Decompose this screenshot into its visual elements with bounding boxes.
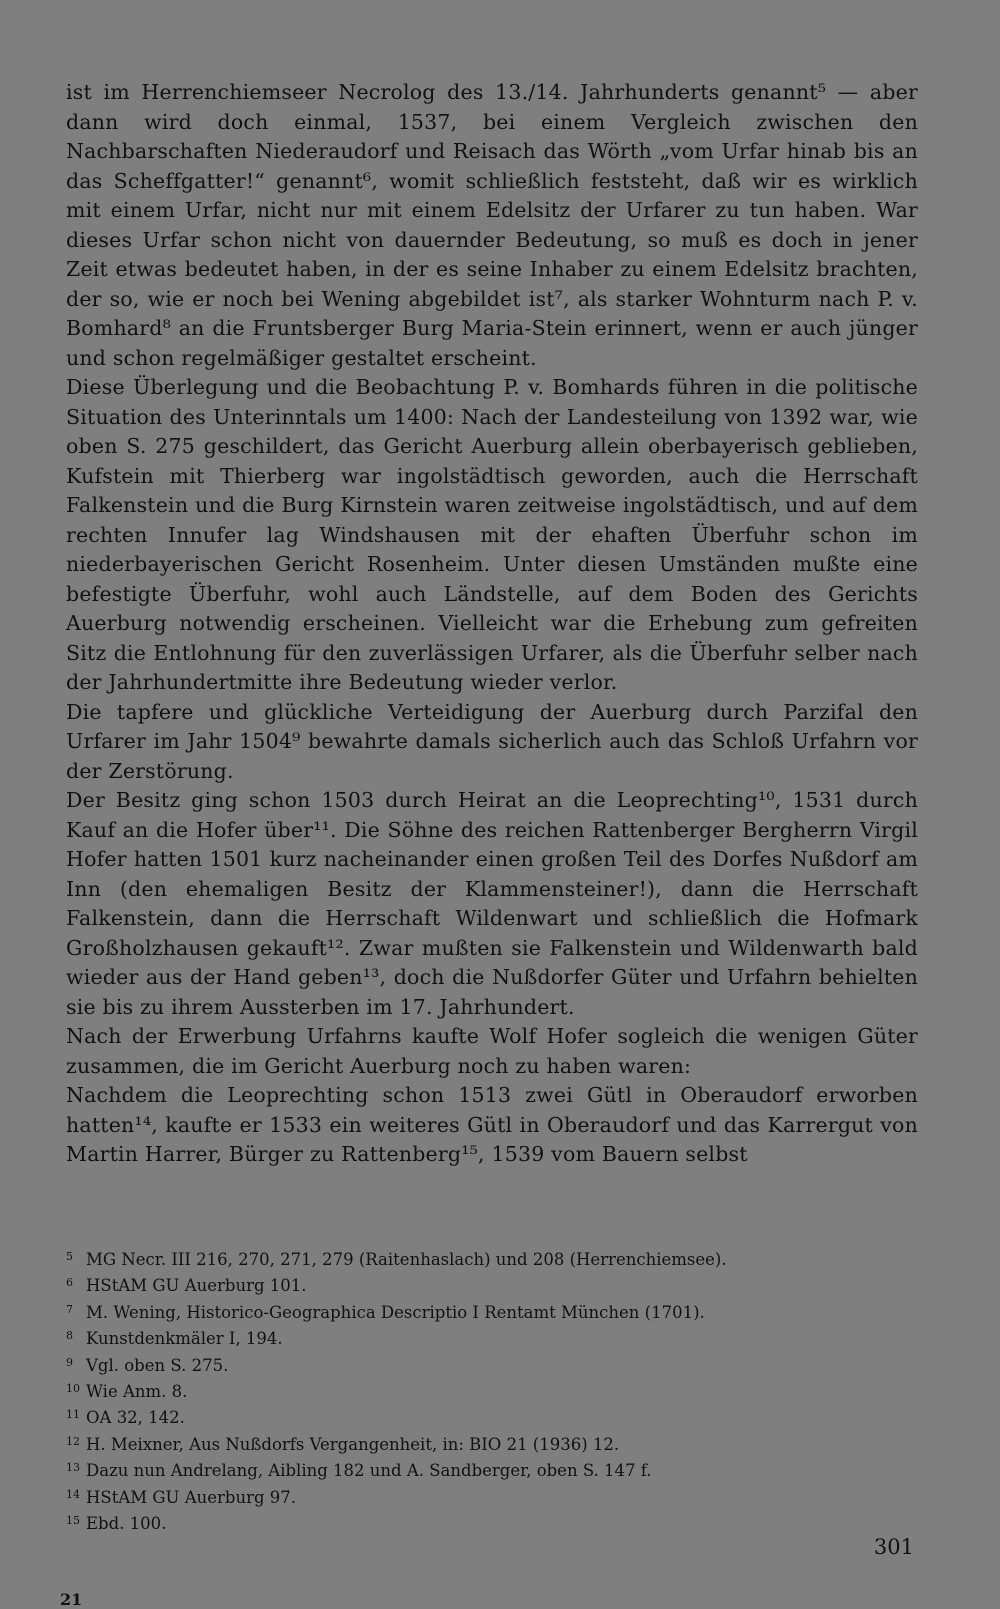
footnote: [66, 1483, 918, 1509]
footnote-text: H. Meixner, Aus Nußdorfs Vergangenheit, in: BIO 21 (1936) 12.: [86, 1434, 620, 1454]
paragraph: ist im Herrenchiemseer Necrolog des 13./14. Jahrhunderts genannt⁵ — aber dann wird doch einmal, 1537, bei einem Vergleich zwischen den Nachbarschaften Niederaudorf und Reisach das Wörth „vom Urfar hinab bis an das Scheffgatter!“ genannt⁶, womit schließlich feststeht, daß wir es wirklich mit einem Urfar, nicht nur mit einem Edelsitz der Urfarer zu tun haben. War dieses Urfar schon nicht von dauernder Bedeutung, so muß es doch in jener Zeit etwas bedeutet haben, in der es seine Inhaber zu einem Edelsitz brachten, der so, wie er noch bei Wening abgebildet ist⁷, als starker Wohnturm nach P. v. Bomhard⁸ an die Fruntsberger Burg Maria-Stein erinnert, wenn er auch jünger und schon regelmäßiger gestaltet erscheint.: [66, 80, 918, 370]
footnote-text: OA 32, 142.: [86, 1408, 185, 1428]
footnote-number: 8: [66, 1329, 73, 1343]
paragraph: Der Besitz ging schon 1503 durch Heirat an die Leoprechting¹⁰, 1531 durch Kauf an die Hofer über¹¹. Die Söhne des reichen Rattenberger Bergherrn Virgil Hofer hatten 1501 kurz nacheinander einen großen Teil des Dorfes Nußdorf am Inn (den ehemaligen Besitz der Klammensteiner!), dann die Herrschaft Falkenstein, dann die Herrschaft Wildenwart und schließlich die Hofmark Großholzhausen gekauft¹². Zwar mußten sie Falkenstein und Wildenwarth bald wieder aus der Hand geben¹³, doch die Nußdorfer Güter und Urfahrn behielten sie bis zu ihrem Aussterben im 17. Jahrhundert.: [66, 788, 918, 1019]
paragraph: Die tapfere und glückliche Verteidigung der Auerburg durch Parzifal den Urfarer im Jahr 1504⁹ bewahrte damals sicherlich auch das Schloß Urfahrn vor der Zerstörung.: [66, 699, 918, 783]
paragraph: Diese Überlegung und die Beobachtung P. v. Bomhards führen in die politische Situation des Unterinntals um 1400: Nach der Landesteilung von 1392 war, wie oben S. 275 geschildert, das Gericht Auerburg allein oberbayerisch geblieben, Kufstein mit Thierberg war ingolstädtisch geworden, auch die Herrschaft Falkenstein und die Burg Kirnstein waren zeitweise ingolstädtisch, und auf dem rechten Innufer lag Windshausen mit der ehaften Überfuhr schon im niederbayerischen Gericht Rosenheim. Unter diesen Umständen mußte eine befestigte Überfuhr, wohl auch Ländstelle, auf dem Boden des Gerichts Auerburg notwendig erscheinen. Vielleicht war die Erhebung zum gefreiten Sitz die Entlohnung für den zuverlässigen Urfarer, als die Überfuhr selber nach der Jahrhundertmitte ihre Bedeutung wieder verlor.: [66, 375, 918, 694]
footnote-number: 13: [66, 1461, 80, 1475]
footnote: [66, 1271, 918, 1297]
footnote-text: HStAM GU Auerburg 97.: [86, 1487, 297, 1507]
footnote: [66, 1430, 918, 1456]
footnote-text: Ebd. 100.: [86, 1514, 167, 1534]
footnote-text: Vgl. oben S. 275.: [86, 1355, 229, 1375]
footnote-number: 10: [66, 1382, 80, 1396]
footnote: [66, 1324, 918, 1350]
footnote-number: 11: [66, 1408, 80, 1422]
body-text: [66, 78, 918, 1170]
footnote: [66, 1456, 918, 1482]
footnote-text: MG Necr. III 216, 270, 271, 279 (Raitenhaslach) und 208 (Herrenchiemsee).: [86, 1250, 727, 1269]
footnote: [66, 1298, 918, 1324]
footnote-number: 5: [66, 1250, 73, 1263]
paragraph: Nachdem die Leoprechting schon 1513 zwei Gütl in Oberaudorf erworben hatten¹⁴, kaufte er 1533 ein weiteres Gütl in Oberaudorf und das Karrergut von Martin Harrer, Bürger zu Rattenberg¹⁵, 1539 vom Bauern selbst: [66, 1083, 918, 1166]
footnotes: [66, 1245, 918, 1535]
paragraph: Nach der Erwerbung Urfahrns kaufte Wolf Hofer sogleich die wenigen Güter zusammen, die im Gericht Auerburg noch zu haben waren:: [66, 1024, 918, 1078]
footnote-number: 7: [66, 1302, 73, 1316]
footnote-text: M. Wening, Historico-Geographica Descriptio I Rentamt München (1701).: [86, 1302, 705, 1322]
footnote-number: 6: [66, 1276, 73, 1290]
signature-mark: 21: [60, 1590, 83, 1609]
footnote-number: 12: [66, 1434, 80, 1448]
footnote-number: 15: [66, 1514, 80, 1528]
footnote: [66, 1403, 918, 1429]
footnote: [66, 1245, 918, 1271]
footnote-text: HStAM GU Auerburg 101.: [86, 1276, 307, 1296]
footnote-text: Wie Anm. 8.: [86, 1382, 188, 1402]
footnote-number: 14: [66, 1487, 80, 1501]
footnote-text: Dazu nun Andrelang, Aibling 182 und A. Sandberger, oben S. 147 f.: [86, 1461, 652, 1481]
footnote: [66, 1377, 918, 1403]
footnote-text: Kunstdenkmäler I, 194.: [86, 1329, 283, 1349]
page-number: 301: [873, 1535, 914, 1559]
footnote: [66, 1509, 918, 1535]
footnote: [66, 1351, 918, 1377]
footnote-number: 9: [66, 1355, 73, 1369]
